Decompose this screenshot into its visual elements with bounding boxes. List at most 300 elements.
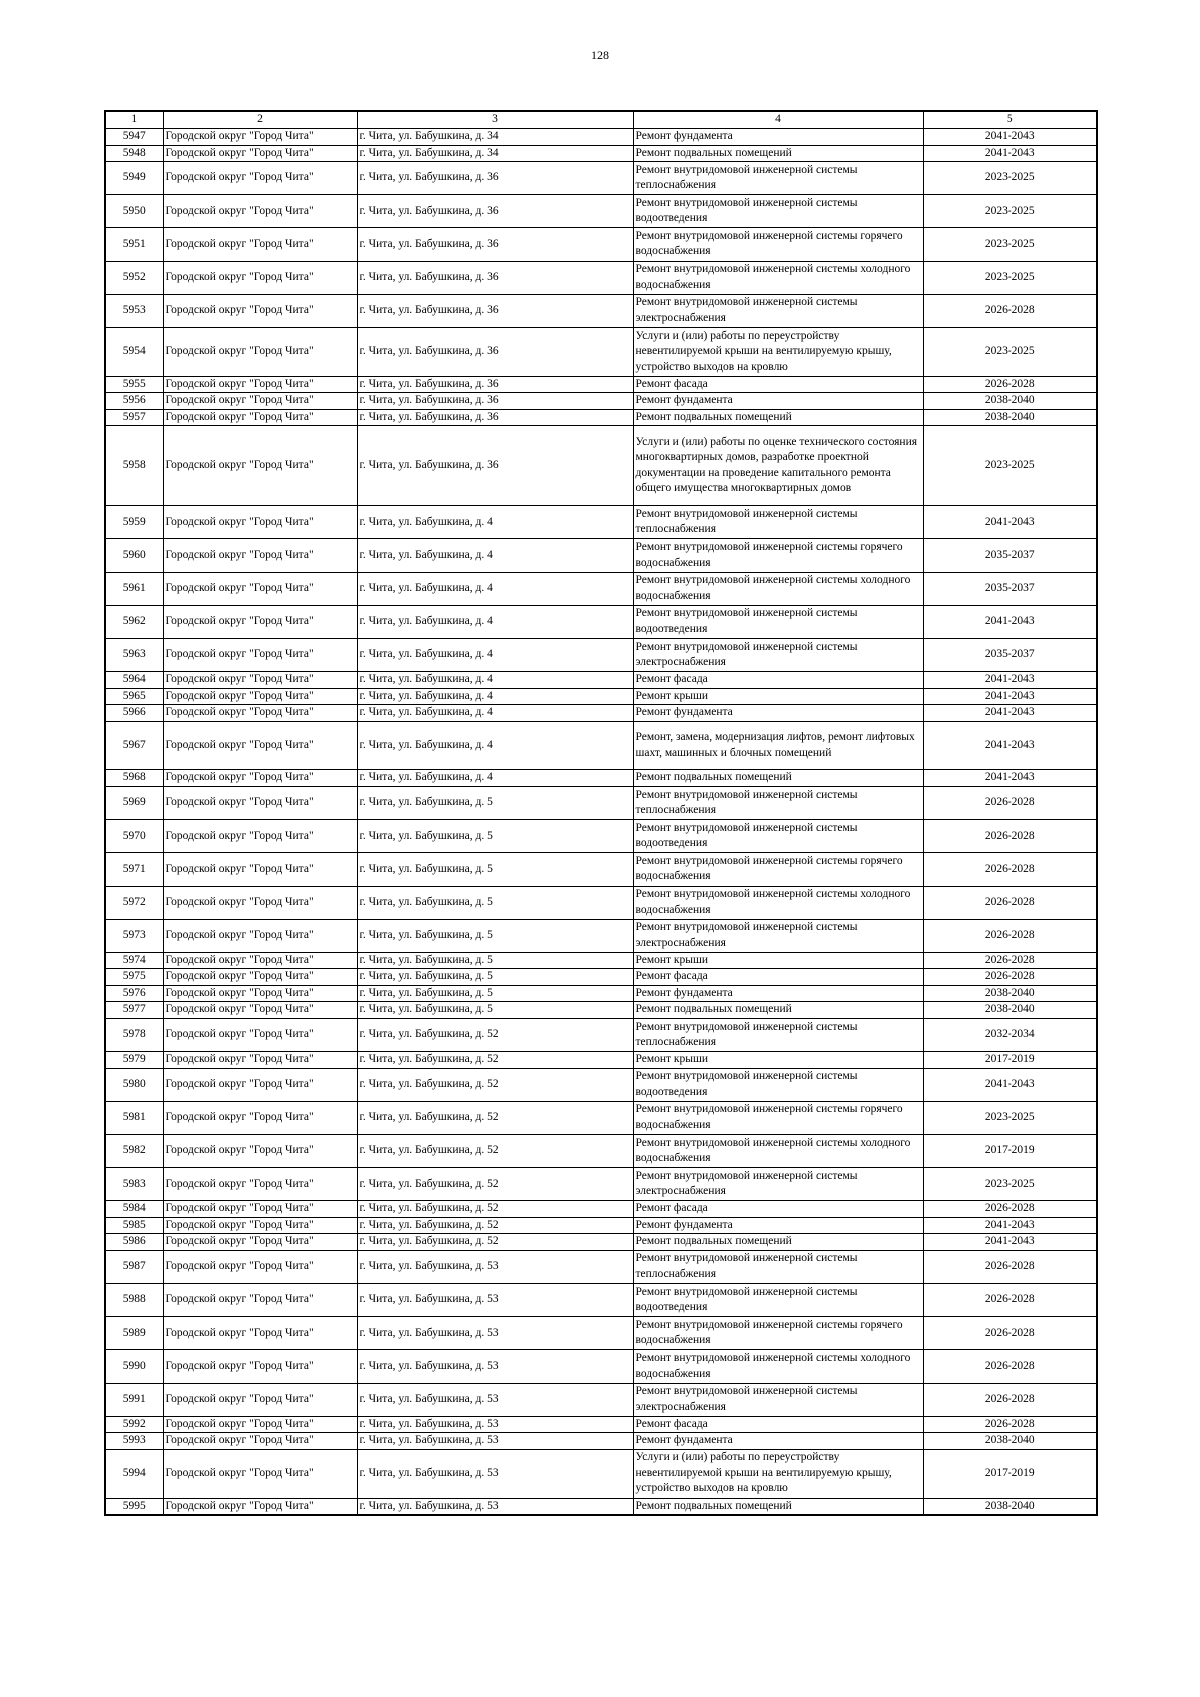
table-row [105, 426, 1097, 506]
table-row [105, 294, 1097, 327]
table-row [105, 409, 1097, 426]
row-number: 5985 [105, 1217, 163, 1234]
municipality-cell: Городской округ "Город Чита" [163, 1250, 357, 1283]
address-cell: г. Чита, ул. Бабушкина, д. 5 [357, 985, 633, 1002]
row-number: 5950 [105, 195, 163, 228]
header-row [105, 111, 1097, 129]
row-number: 5982 [105, 1134, 163, 1167]
table-row [105, 261, 1097, 294]
work-type-cell: Ремонт подвальных помещений [633, 409, 923, 426]
table-row [105, 327, 1097, 376]
address-cell: г. Чита, ул. Бабушкина, д. 4 [357, 605, 633, 638]
row-number: 5986 [105, 1234, 163, 1251]
period-cell: 2038-2040 [923, 409, 1097, 426]
repair-schedule-table [104, 110, 1098, 1516]
work-type-cell: Ремонт фундамента [633, 129, 923, 146]
period-cell: 2038-2040 [923, 1498, 1097, 1515]
table-row [105, 786, 1097, 819]
table-row [105, 1350, 1097, 1383]
address-cell: г. Чита, ул. Бабушкина, д. 53 [357, 1498, 633, 1515]
table-row [105, 1002, 1097, 1019]
table-row [105, 969, 1097, 986]
work-type-cell: Ремонт внутридомовой инженерной системы теплоснабжения [633, 1018, 923, 1051]
municipality-cell: Городской округ "Город Чита" [163, 688, 357, 705]
row-number: 5977 [105, 1002, 163, 1019]
address-cell: г. Чита, ул. Бабушкина, д. 36 [357, 228, 633, 261]
work-type-cell: Ремонт внутридомовой инженерной системы горячего водоснабжения [633, 853, 923, 886]
work-type-cell: Ремонт внутридомовой инженерной системы холодного водоснабжения [633, 1350, 923, 1383]
row-number: 5973 [105, 919, 163, 952]
work-type-cell: Ремонт внутридомовой инженерной системы водоотведения [633, 1284, 923, 1317]
municipality-cell: Городской округ "Город Чита" [163, 1284, 357, 1317]
table-row [105, 145, 1097, 162]
period-cell: 2017-2019 [923, 1052, 1097, 1069]
table-row [105, 1498, 1097, 1515]
period-cell: 2032-2034 [923, 1018, 1097, 1051]
address-cell: г. Чита, ул. Бабушкина, д. 52 [357, 1201, 633, 1218]
work-type-cell: Ремонт фундамента [633, 1217, 923, 1234]
municipality-cell: Городской округ "Город Чита" [163, 1416, 357, 1433]
period-cell: 2038-2040 [923, 985, 1097, 1002]
municipality-cell: Городской округ "Город Чита" [163, 919, 357, 952]
work-type-cell: Ремонт подвальных помещений [633, 770, 923, 787]
municipality-cell: Городской округ "Город Чита" [163, 1018, 357, 1051]
period-cell: 2023-2025 [923, 261, 1097, 294]
municipality-cell: Городской округ "Город Чита" [163, 145, 357, 162]
period-cell: 2026-2028 [923, 1350, 1097, 1383]
row-number: 5975 [105, 969, 163, 986]
period-cell: 2017-2019 [923, 1134, 1097, 1167]
address-cell: г. Чита, ул. Бабушкина, д. 52 [357, 1234, 633, 1251]
address-cell: г. Чита, ул. Бабушкина, д. 52 [357, 1134, 633, 1167]
row-number: 5989 [105, 1317, 163, 1350]
address-cell: г. Чита, ул. Бабушкина, д. 53 [357, 1317, 633, 1350]
municipality-cell: Городской округ "Город Чита" [163, 770, 357, 787]
row-number: 5960 [105, 539, 163, 572]
address-cell: г. Чита, ул. Бабушкина, д. 34 [357, 129, 633, 146]
period-cell: 2017-2019 [923, 1449, 1097, 1498]
work-type-cell: Ремонт подвальных помещений [633, 1002, 923, 1019]
address-cell: г. Чита, ул. Бабушкина, д. 4 [357, 638, 633, 671]
row-number: 5995 [105, 1498, 163, 1515]
column-header: 2 [163, 111, 357, 129]
municipality-cell: Городской округ "Город Чита" [163, 129, 357, 146]
row-number: 5983 [105, 1168, 163, 1201]
address-cell: г. Чита, ул. Бабушкина, д. 36 [357, 195, 633, 228]
work-type-cell: Ремонт внутридомовой инженерной системы водоотведения [633, 1068, 923, 1101]
table-row [105, 1217, 1097, 1234]
address-cell: г. Чита, ул. Бабушкина, д. 4 [357, 539, 633, 572]
work-type-cell: Ремонт фундамента [633, 1433, 923, 1450]
municipality-cell: Городской округ "Город Чита" [163, 721, 357, 770]
address-cell: г. Чита, ул. Бабушкина, д. 53 [357, 1284, 633, 1317]
column-header: 3 [357, 111, 633, 129]
table-row [105, 820, 1097, 853]
row-number: 5958 [105, 426, 163, 506]
table-row [105, 1052, 1097, 1069]
period-cell: 2026-2028 [923, 919, 1097, 952]
table-row [105, 506, 1097, 539]
address-cell: г. Чита, ул. Бабушкина, д. 36 [357, 261, 633, 294]
period-cell: 2026-2028 [923, 376, 1097, 393]
row-number: 5972 [105, 886, 163, 919]
address-cell: г. Чита, ул. Бабушкина, д. 52 [357, 1052, 633, 1069]
work-type-cell: Ремонт фасада [633, 1201, 923, 1218]
municipality-cell: Городской округ "Город Чита" [163, 985, 357, 1002]
work-type-cell: Ремонт внутридомовой инженерной системы теплоснабжения [633, 786, 923, 819]
table-row [105, 853, 1097, 886]
period-cell: 2026-2028 [923, 952, 1097, 969]
work-type-cell: Ремонт внутридомовой инженерной системы водоотведения [633, 195, 923, 228]
work-type-cell: Ремонт крыши [633, 1052, 923, 1069]
address-cell: г. Чита, ул. Бабушкина, д. 53 [357, 1449, 633, 1498]
municipality-cell: Городской округ "Город Чита" [163, 393, 357, 410]
table-row [105, 919, 1097, 952]
period-cell: 2023-2025 [923, 426, 1097, 506]
table-row [105, 539, 1097, 572]
period-cell: 2038-2040 [923, 1433, 1097, 1450]
row-number: 5961 [105, 572, 163, 605]
work-type-cell: Ремонт внутридомовой инженерной системы холодного водоснабжения [633, 886, 923, 919]
row-number: 5976 [105, 985, 163, 1002]
work-type-cell: Ремонт фасада [633, 672, 923, 689]
address-cell: г. Чита, ул. Бабушкина, д. 5 [357, 969, 633, 986]
work-type-cell: Ремонт внутридомовой инженерной системы электроснабжения [633, 638, 923, 671]
period-cell: 2026-2028 [923, 1284, 1097, 1317]
period-cell: 2026-2028 [923, 1317, 1097, 1350]
period-cell: 2023-2025 [923, 162, 1097, 195]
period-cell: 2041-2043 [923, 705, 1097, 722]
page-number: 128 [591, 48, 609, 62]
work-type-cell: Ремонт внутридомовой инженерной системы теплоснабжения [633, 162, 923, 195]
table-row [105, 1018, 1097, 1051]
column-header: 4 [633, 111, 923, 129]
row-number: 5987 [105, 1250, 163, 1283]
row-number: 5955 [105, 376, 163, 393]
table-row [105, 1168, 1097, 1201]
table-row [105, 672, 1097, 689]
table-row [105, 1134, 1097, 1167]
work-type-cell: Услуги и (или) работы по оценке технического состояния многоквартирных домов, разработке проектной документации на проведение капитального ремонта общего имущества многоквартирных домов [633, 426, 923, 506]
period-cell: 2026-2028 [923, 1250, 1097, 1283]
work-type-cell: Ремонт крыши [633, 952, 923, 969]
period-cell: 2023-2025 [923, 1168, 1097, 1201]
municipality-cell: Городской округ "Город Чита" [163, 605, 357, 638]
municipality-cell: Городской округ "Город Чита" [163, 969, 357, 986]
municipality-cell: Городской округ "Город Чита" [163, 1002, 357, 1019]
municipality-cell: Городской округ "Город Чита" [163, 1201, 357, 1218]
municipality-cell: Городской округ "Город Чита" [163, 1498, 357, 1515]
address-cell: г. Чита, ул. Бабушкина, д. 52 [357, 1168, 633, 1201]
address-cell: г. Чита, ул. Бабушкина, д. 52 [357, 1101, 633, 1134]
table-row [105, 1068, 1097, 1101]
row-number: 5992 [105, 1416, 163, 1433]
row-number: 5959 [105, 506, 163, 539]
municipality-cell: Городской округ "Город Чита" [163, 1234, 357, 1251]
table-row [105, 1250, 1097, 1283]
table-row [105, 721, 1097, 770]
address-cell: г. Чита, ул. Бабушкина, д. 4 [357, 770, 633, 787]
work-type-cell: Ремонт подвальных помещений [633, 145, 923, 162]
table-row [105, 1101, 1097, 1134]
table-body [105, 129, 1097, 1516]
work-type-cell: Ремонт фундамента [633, 705, 923, 722]
period-cell: 2035-2037 [923, 572, 1097, 605]
address-cell: г. Чита, ул. Бабушкина, д. 52 [357, 1018, 633, 1051]
period-cell: 2023-2025 [923, 228, 1097, 261]
period-cell: 2041-2043 [923, 770, 1097, 787]
municipality-cell: Городской округ "Город Чита" [163, 886, 357, 919]
work-type-cell: Ремонт внутридомовой инженерной системы горячего водоснабжения [633, 228, 923, 261]
row-number: 5952 [105, 261, 163, 294]
address-cell: г. Чита, ул. Бабушкина, д. 5 [357, 786, 633, 819]
table-row [105, 985, 1097, 1002]
row-number: 5965 [105, 688, 163, 705]
municipality-cell: Городской округ "Город Чита" [163, 327, 357, 376]
table-row [105, 952, 1097, 969]
work-type-cell: Ремонт внутридомовой инженерной системы холодного водоснабжения [633, 261, 923, 294]
municipality-cell: Городской округ "Город Чита" [163, 1317, 357, 1350]
row-number: 5968 [105, 770, 163, 787]
table-row [105, 1317, 1097, 1350]
table-row [105, 129, 1097, 146]
address-cell: г. Чита, ул. Бабушкина, д. 36 [357, 409, 633, 426]
municipality-cell: Городской округ "Город Чита" [163, 539, 357, 572]
municipality-cell: Городской округ "Город Чита" [163, 1068, 357, 1101]
work-type-cell: Ремонт внутридомовой инженерной системы водоотведения [633, 820, 923, 853]
period-cell: 2026-2028 [923, 1201, 1097, 1218]
row-number: 5947 [105, 129, 163, 146]
address-cell: г. Чита, ул. Бабушкина, д. 4 [357, 506, 633, 539]
table-row [105, 376, 1097, 393]
period-cell: 2041-2043 [923, 145, 1097, 162]
period-cell: 2038-2040 [923, 1002, 1097, 1019]
work-type-cell: Услуги и (или) работы по переустройству невентилируемой крыши на вентилируемую крышу, устройство выходов на кровлю [633, 1449, 923, 1498]
address-cell: г. Чита, ул. Бабушкина, д. 53 [357, 1416, 633, 1433]
address-cell: г. Чита, ул. Бабушкина, д. 53 [357, 1250, 633, 1283]
work-type-cell: Ремонт, замена, модернизация лифтов, ремонт лифтовых шахт, машинных и блочных помещений [633, 721, 923, 770]
municipality-cell: Городской округ "Город Чита" [163, 1134, 357, 1167]
table-row [105, 1201, 1097, 1218]
table-row [105, 886, 1097, 919]
row-number: 5974 [105, 952, 163, 969]
municipality-cell: Городской округ "Город Чита" [163, 638, 357, 671]
row-number: 5967 [105, 721, 163, 770]
municipality-cell: Городской округ "Город Чита" [163, 572, 357, 605]
municipality-cell: Городской округ "Город Чита" [163, 1168, 357, 1201]
row-number: 5964 [105, 672, 163, 689]
row-number: 5981 [105, 1101, 163, 1134]
row-number: 5994 [105, 1449, 163, 1498]
table-row [105, 605, 1097, 638]
address-cell: г. Чита, ул. Бабушкина, д. 53 [357, 1350, 633, 1383]
row-number: 5956 [105, 393, 163, 410]
table-row [105, 228, 1097, 261]
table-row [105, 1284, 1097, 1317]
row-number: 5993 [105, 1433, 163, 1450]
table-row [105, 688, 1097, 705]
municipality-cell: Городской округ "Город Чита" [163, 1350, 357, 1383]
table-row [105, 1416, 1097, 1433]
work-type-cell: Ремонт фасада [633, 1416, 923, 1433]
row-number: 5948 [105, 145, 163, 162]
period-cell: 2041-2043 [923, 1217, 1097, 1234]
row-number: 5951 [105, 228, 163, 261]
period-cell: 2023-2025 [923, 1101, 1097, 1134]
address-cell: г. Чита, ул. Бабушкина, д. 4 [357, 572, 633, 605]
work-type-cell: Ремонт внутридомовой инженерной системы водоотведения [633, 605, 923, 638]
period-cell: 2035-2037 [923, 539, 1097, 572]
row-number: 5963 [105, 638, 163, 671]
address-cell: г. Чита, ул. Бабушкина, д. 4 [357, 721, 633, 770]
row-number: 5990 [105, 1350, 163, 1383]
row-number: 5957 [105, 409, 163, 426]
address-cell: г. Чита, ул. Бабушкина, д. 36 [357, 327, 633, 376]
work-type-cell: Ремонт внутридомовой инженерной системы теплоснабжения [633, 506, 923, 539]
period-cell: 2023-2025 [923, 195, 1097, 228]
column-header: 5 [923, 111, 1097, 129]
table-header [105, 111, 1097, 129]
period-cell: 2041-2043 [923, 506, 1097, 539]
municipality-cell: Городской округ "Город Чита" [163, 1052, 357, 1069]
period-cell: 2026-2028 [923, 1416, 1097, 1433]
municipality-cell: Городской округ "Город Чита" [163, 952, 357, 969]
row-number: 5988 [105, 1284, 163, 1317]
row-number: 5970 [105, 820, 163, 853]
municipality-cell: Городской округ "Город Чита" [163, 1449, 357, 1498]
period-cell: 2026-2028 [923, 886, 1097, 919]
row-number: 5953 [105, 294, 163, 327]
table-row [105, 393, 1097, 410]
period-cell: 2041-2043 [923, 721, 1097, 770]
row-number: 5979 [105, 1052, 163, 1069]
municipality-cell: Городской округ "Город Чита" [163, 820, 357, 853]
table-row [105, 1383, 1097, 1416]
address-cell: г. Чита, ул. Бабушкина, д. 36 [357, 426, 633, 506]
work-type-cell: Ремонт фундамента [633, 393, 923, 410]
address-cell: г. Чита, ул. Бабушкина, д. 52 [357, 1217, 633, 1234]
period-cell: 2041-2043 [923, 605, 1097, 638]
address-cell: г. Чита, ул. Бабушкина, д. 4 [357, 672, 633, 689]
work-type-cell: Ремонт фасада [633, 376, 923, 393]
address-cell: г. Чита, ул. Бабушкина, д. 36 [357, 294, 633, 327]
period-cell: 2026-2028 [923, 786, 1097, 819]
period-cell: 2041-2043 [923, 129, 1097, 146]
address-cell: г. Чита, ул. Бабушкина, д. 5 [357, 952, 633, 969]
municipality-cell: Городской округ "Город Чита" [163, 1217, 357, 1234]
work-type-cell: Ремонт внутридомовой инженерной системы электроснабжения [633, 1383, 923, 1416]
address-cell: г. Чита, ул. Бабушкина, д. 5 [357, 919, 633, 952]
period-cell: 2026-2028 [923, 1383, 1097, 1416]
work-type-cell: Ремонт крыши [633, 688, 923, 705]
work-type-cell: Ремонт внутридомовой инженерной системы электроснабжения [633, 294, 923, 327]
municipality-cell: Городской округ "Город Чита" [163, 409, 357, 426]
table-row [105, 638, 1097, 671]
municipality-cell: Городской округ "Город Чита" [163, 294, 357, 327]
municipality-cell: Городской округ "Город Чита" [163, 1383, 357, 1416]
row-number: 5980 [105, 1068, 163, 1101]
work-type-cell: Ремонт внутридомовой инженерной системы горячего водоснабжения [633, 539, 923, 572]
municipality-cell: Городской округ "Город Чита" [163, 228, 357, 261]
period-cell: 2023-2025 [923, 327, 1097, 376]
municipality-cell: Городской округ "Город Чита" [163, 162, 357, 195]
municipality-cell: Городской округ "Город Чита" [163, 672, 357, 689]
table-row [105, 1433, 1097, 1450]
address-cell: г. Чита, ул. Бабушкина, д. 5 [357, 1002, 633, 1019]
table-row [105, 195, 1097, 228]
address-cell: г. Чита, ул. Бабушкина, д. 5 [357, 853, 633, 886]
table-row [105, 1234, 1097, 1251]
address-cell: г. Чита, ул. Бабушкина, д. 4 [357, 688, 633, 705]
row-number: 5962 [105, 605, 163, 638]
column-header: 1 [105, 111, 163, 129]
table-row [105, 1449, 1097, 1498]
municipality-cell: Городской округ "Город Чита" [163, 195, 357, 228]
municipality-cell: Городской округ "Город Чита" [163, 1101, 357, 1134]
address-cell: г. Чита, ул. Бабушкина, д. 36 [357, 393, 633, 410]
period-cell: 2041-2043 [923, 688, 1097, 705]
row-number: 5949 [105, 162, 163, 195]
table-row [105, 705, 1097, 722]
work-type-cell: Ремонт фасада [633, 969, 923, 986]
period-cell: 2041-2043 [923, 1068, 1097, 1101]
municipality-cell: Городской округ "Город Чита" [163, 261, 357, 294]
municipality-cell: Городской округ "Город Чита" [163, 376, 357, 393]
row-number: 5954 [105, 327, 163, 376]
period-cell: 2038-2040 [923, 393, 1097, 410]
period-cell: 2026-2028 [923, 294, 1097, 327]
address-cell: г. Чита, ул. Бабушкина, д. 34 [357, 145, 633, 162]
work-type-cell: Ремонт внутридомовой инженерной системы холодного водоснабжения [633, 1134, 923, 1167]
address-cell: г. Чита, ул. Бабушкина, д. 5 [357, 820, 633, 853]
municipality-cell: Городской округ "Город Чита" [163, 705, 357, 722]
work-type-cell: Ремонт внутридомовой инженерной системы электроснабжения [633, 1168, 923, 1201]
work-type-cell: Ремонт внутридомовой инженерной системы горячего водоснабжения [633, 1317, 923, 1350]
work-type-cell: Ремонт внутридомовой инженерной системы электроснабжения [633, 919, 923, 952]
work-type-cell: Ремонт внутридомовой инженерной системы холодного водоснабжения [633, 572, 923, 605]
row-number: 5969 [105, 786, 163, 819]
address-cell: г. Чита, ул. Бабушкина, д. 52 [357, 1068, 633, 1101]
row-number: 5966 [105, 705, 163, 722]
address-cell: г. Чита, ул. Бабушкина, д. 36 [357, 376, 633, 393]
work-type-cell: Ремонт внутридомовой инженерной системы горячего водоснабжения [633, 1101, 923, 1134]
address-cell: г. Чита, ул. Бабушкина, д. 5 [357, 886, 633, 919]
address-cell: г. Чита, ул. Бабушкина, д. 53 [357, 1383, 633, 1416]
municipality-cell: Городской округ "Город Чита" [163, 1433, 357, 1450]
work-type-cell: Ремонт внутридомовой инженерной системы теплоснабжения [633, 1250, 923, 1283]
address-cell: г. Чита, ул. Бабушкина, д. 53 [357, 1433, 633, 1450]
municipality-cell: Городской округ "Город Чита" [163, 426, 357, 506]
table-row [105, 770, 1097, 787]
row-number: 5991 [105, 1383, 163, 1416]
row-number: 5978 [105, 1018, 163, 1051]
period-cell: 2026-2028 [923, 820, 1097, 853]
work-type-cell: Ремонт подвальных помещений [633, 1498, 923, 1515]
work-type-cell: Ремонт подвальных помещений [633, 1234, 923, 1251]
row-number: 5971 [105, 853, 163, 886]
municipality-cell: Городской округ "Город Чита" [163, 853, 357, 886]
period-cell: 2026-2028 [923, 853, 1097, 886]
period-cell: 2041-2043 [923, 672, 1097, 689]
work-type-cell: Услуги и (или) работы по переустройству невентилируемой крыши на вентилируемую крышу, устройство выходов на кровлю [633, 327, 923, 376]
row-number: 5984 [105, 1201, 163, 1218]
period-cell: 2041-2043 [923, 1234, 1097, 1251]
table-row [105, 572, 1097, 605]
period-cell: 2026-2028 [923, 969, 1097, 986]
work-type-cell: Ремонт фундамента [633, 985, 923, 1002]
address-cell: г. Чита, ул. Бабушкина, д. 36 [357, 162, 633, 195]
period-cell: 2035-2037 [923, 638, 1097, 671]
